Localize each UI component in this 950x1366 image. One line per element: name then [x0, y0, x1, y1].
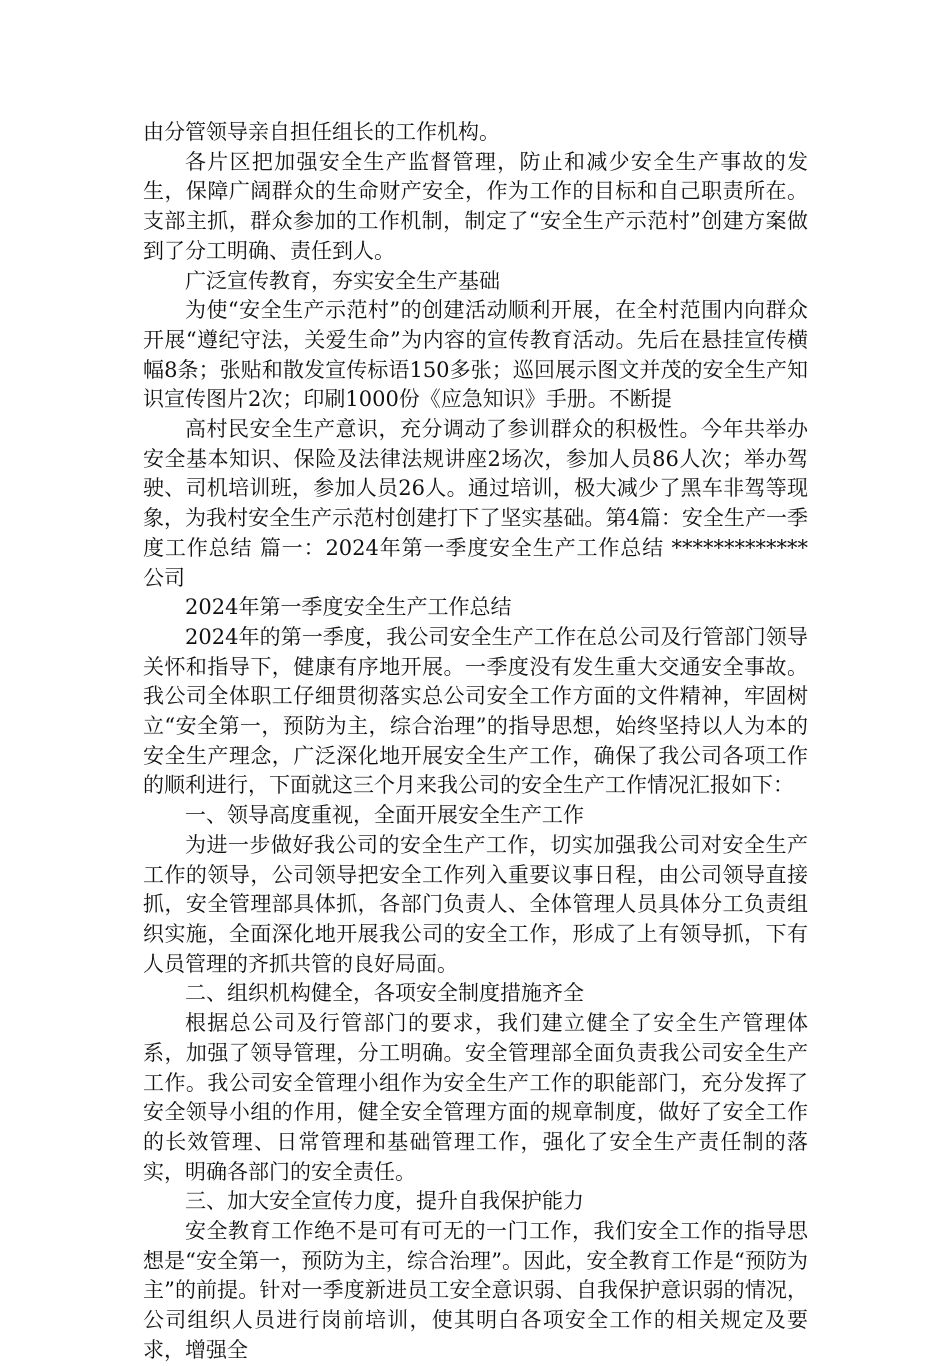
document-body — [143, 118, 808, 1366]
paragraph-section-one: 为进一步做好我公司的安全生产工作，切实加强我公司对安全生产工作的领导，公司领导把安全工作列入重要议事日程，由公司领导直接抓，安全管理部具体抓，各部门负责人、全体管理人员具体分工负责组织实施，全面深化地开展我公司的安全工作，形成了上有领导抓，下有人员管理的齐抓共管的良好局面。 — [143, 832, 808, 976]
paragraph-work-mechanism: 各片区把加强安全生产监督管理，防止和减少安全生产事故的发生，保障广阔群众的生命财产安全，作为工作的目标和自己职责所在。支部主抓，群众参加的工作机制，制定了“安全生产示范村”创建方案做到了分工明确、责任到人。 — [143, 149, 808, 263]
paragraph-publicity-activities: 为使“安全生产示范村”的创建活动顺利开展，在全村范围内向群众开展“遵纪守法，关爱生命”为内容的宣传教育活动。先后在悬挂宣传横幅8条；张贴和散发宣传标语150多张；巡回展示图文并茂的安全生产知识宣传图片2次；印刷1000份《应急知识》手册。不断提 — [143, 298, 808, 412]
heading-q1-summary-title: 2024年第一季度安全生产工作总结 — [185, 595, 512, 620]
paragraph-q1-overview: 2024年的第一季度，我公司安全生产工作在总公司及行管部门领导关怀和指导下，健康有序地开展。一季度没有发生重大交通安全事故。我公司全体职工仔细贯彻落实总公司安全工作方面的文件精神，牢固树立“安全第一，预防为主，综合治理”的指导思想，始终坚持以人为本的安全生产理念，广泛深化地开展安全生产工作，确保了我公司各项工作的顺利进行，下面就这三个月来我公司的安全生产工作情况汇报如下： — [143, 624, 808, 798]
paragraph-continuation: 由分管领导亲自担任组长的工作机构。 — [143, 120, 500, 144]
heading-publicity-education: 广泛宣传教育，夯实安全生产基础 — [185, 268, 500, 293]
heading-section-two: 二、组织机构健全，各项安全制度措施齐全 — [185, 981, 584, 1006]
paragraph-section-three: 安全教育工作绝不是可有可无的一门工作，我们安全工作的指导思想是“安全第一，预防为主，综合治理”。因此，安全教育工作是“预防为主”的前提。针对一季度新进员工安全意识弱、自我保护意识弱的情况，公司组织人员进行岗前培训，使其明白各项安全工作的相关规定及要求，增强全 — [143, 1219, 808, 1362]
heading-section-one: 一、领导高度重视，全面开展安全生产工作 — [185, 803, 584, 828]
paragraph-section-two: 根据总公司及行管部门的要求，我们建立健全了安全生产管理体系，加强了领导管理，分工明确。安全管理部全面负责我公司安全生产工作。我公司安全管理小组作为安全生产工作的职能部门，充分发挥了安全领导小组的作用，健全安全管理方面的规章制度，做好了安全工作的长效管理、日常管理和基础管理工作，强化了安全生产责任制的落实，明确各部门的安全责任。 — [143, 1011, 808, 1184]
paragraph-training: 高村民安全生产意识，充分调动了参训群众的积极性。今年共举办安全基本知识、保险及法律法规讲座2场次，参加人员86人次；举办驾驶、司机培训班，参加人员26人。通过培训，极大减少了黑车非驾等现象，为我村安全生产示范村创建打下了坚实基础。第4篇：安全生产一季度工作总结 篇一：2024年第一季度安全生产工作总结 *************公司 — [143, 417, 808, 590]
heading-section-three: 三、加大安全宣传力度，提升自我保护能力 — [185, 1189, 584, 1214]
